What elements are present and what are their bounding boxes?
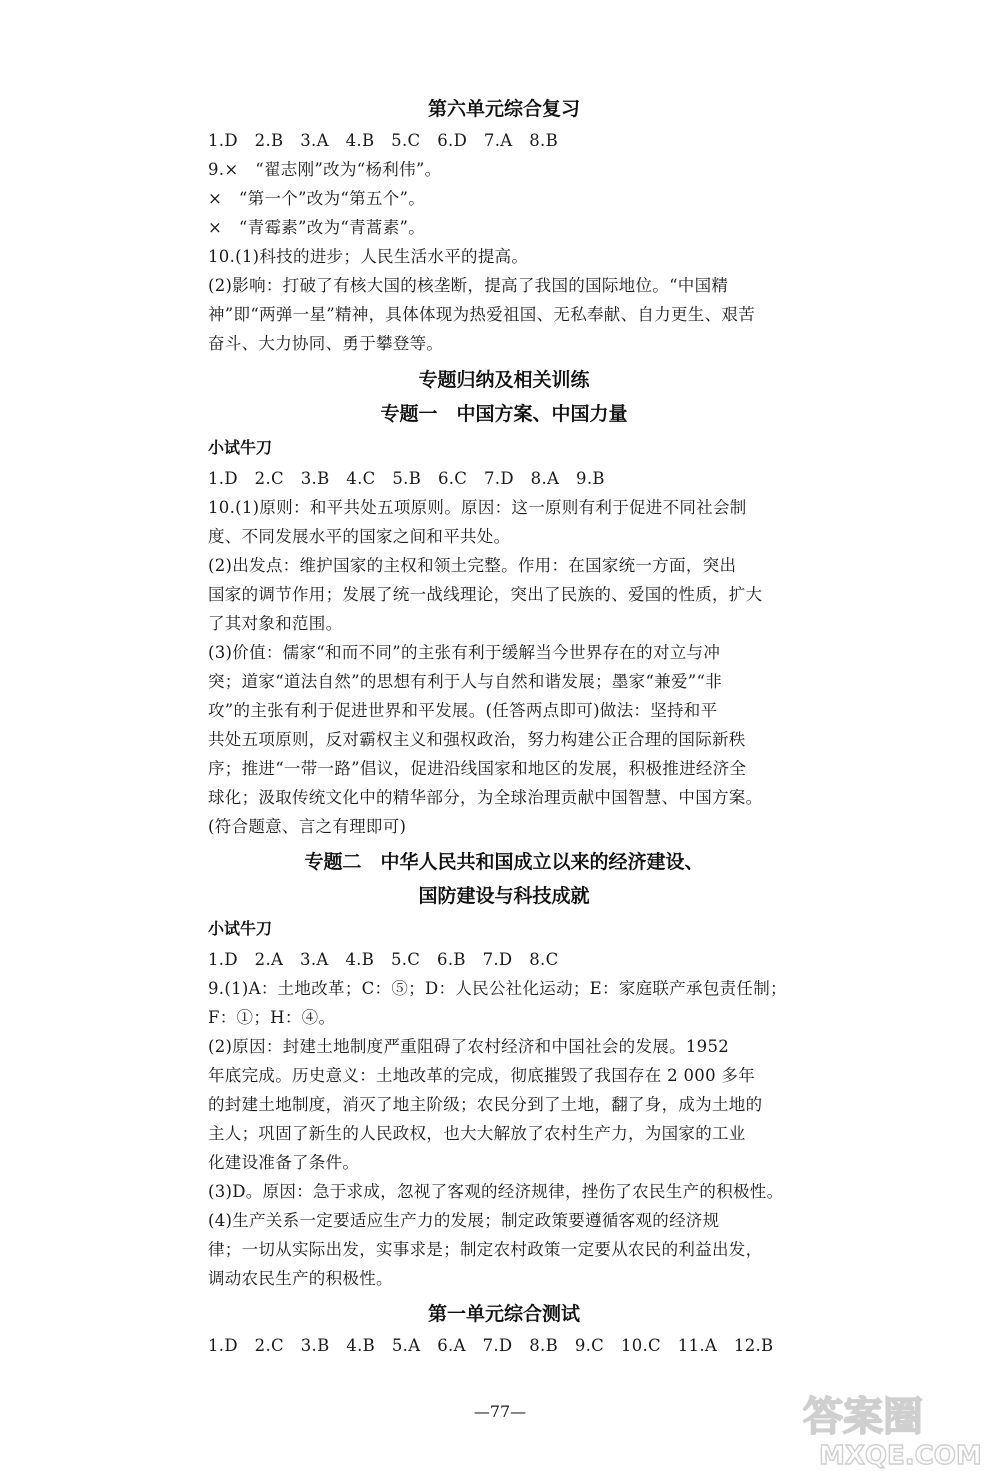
text-line: (3)价值：儒家“和而不同”的主张有利于缓解当今世界存在的对立与冲	[208, 643, 721, 662]
watermark-logo	[775, 1378, 1000, 1471]
text-line: (2)原因：封建土地制度严重阻碍了农村经济和中国社会的发展。1952	[208, 1037, 730, 1056]
text-line: 国家的调节作用；发展了统一战线理论，突出了民族的、爱国的性质，扩大	[208, 585, 763, 604]
topics-section-title: 专题归纳及相关训练	[418, 369, 590, 391]
text-line: (3)D。原因：急于求成，忽视了客观的经济规律，挫伤了农民生产的积极性。	[208, 1182, 784, 1201]
topic2-title-line1: 专题二 中华人民共和国成立以来的经济建设、	[304, 851, 704, 873]
topic2-answer-lines	[208, 974, 800, 1293]
text-line: 10.(1)科技的进步；人民生活水平的提高。	[208, 247, 529, 266]
svg-text:MXQE.COM: MXQE.COM	[819, 1441, 982, 1471]
text-line: 10.(1)原则：和平共处五项原则。原因：这一原则有利于促进不同社会制	[208, 498, 747, 517]
text-line: 神”即“两弹一星”精神，具体体现为热爱祖国、无私奉献、自力更生、艰苦	[208, 305, 756, 324]
text-line: 的封建土地制度，消灭了地主阶级；农民分到了土地，翻了身，成为土地的	[208, 1095, 763, 1114]
text-line: 突；道家“道法自然”的思想有利于人与自然和谐发展；墨家“兼爱”“非	[208, 672, 723, 691]
unit6-review-title: 第六单元综合复习	[427, 98, 580, 120]
text-line: 化建设准备了条件。	[208, 1153, 360, 1172]
unit6-answer-lines	[208, 155, 800, 358]
text-line: 度、不同发展水平的国家之间和平共处。	[208, 527, 511, 546]
text-line: 年底完成。历史意义：土地改革的完成，彻底摧毁了我国存在 2 000 多年	[208, 1066, 756, 1085]
topic1-subhead: 小试牛刀	[208, 438, 273, 457]
text-line: 律；一切从实际出发，实事求是；制定农村政策一定要从农民的利益出发，	[208, 1240, 763, 1259]
text-line: 奋斗、大力协同、勇于攀登等。	[208, 334, 444, 353]
text-line: × “第一个”改为“第五个”。	[208, 189, 426, 208]
topic2-answer-row: 1.D 2.A 3.A 4.B 5.C 6.B 7.D 8.C	[208, 950, 559, 969]
text-line: × “青霉素”改为“青蒿素”。	[208, 218, 426, 237]
text-line: 了其对象和范围。	[208, 614, 343, 633]
svg-text:答案圈: 答案圈	[803, 1394, 923, 1440]
text-line: 主人；巩固了新生的人民政权，也大大解放了农村生产力，为国家的工业	[208, 1124, 746, 1143]
topic2-subhead: 小试牛刀	[208, 919, 273, 938]
topic2-title-line2: 国防建设与科技成就	[418, 885, 590, 907]
topic1-answer-lines	[208, 493, 800, 841]
text-line: 球化；汲取传统文化中的精华部分，为全球治理贡献中国智慧、中国方案。	[208, 788, 763, 807]
text-line: 9.(1)A：土地改革；C：⑤；D：人民公社化运动；E：家庭联产承包责任制；	[208, 979, 787, 998]
unit6-answer-row: 1.D 2.B 3.A 4.B 5.C 6.D 7.A 8.B	[208, 131, 559, 150]
text-line: (4)生产关系一定要适应生产力的发展；制定政策要遵循客观的经济规	[208, 1211, 720, 1230]
topic1-answer-row: 1.D 2.C 3.B 4.C 5.B 6.C 7.D 8.A 9.B	[208, 469, 605, 488]
text-line: 共处五项原则，反对霸权主义和强权政治，努力构建公正合理的国际新秩	[208, 730, 746, 749]
topic1-title: 专题一 中国方案、中国力量	[380, 403, 628, 425]
text-line: 攻”的主张有利于促进世界和平发展。(任答两点即可)做法：坚持和平	[208, 701, 718, 720]
text-line: (2)影响：打破了有核大国的核垄断，提高了我国的国际地位。“中国精	[208, 276, 729, 295]
text-line: 序；推进“一带一路”倡议，促进沿线国家和地区的发展，积极推进经济全	[208, 759, 747, 778]
page-content	[208, 92, 800, 1360]
text-line: 9.× “翟志刚”改为“杨利伟”。	[208, 160, 442, 179]
text-line: 调动农民生产的积极性。	[208, 1269, 393, 1288]
text-line: (2)出发点：维护国家的主权和领土完整。作用：在国家统一方面，突出	[208, 556, 737, 575]
unit1-test-title: 第一单元综合测试	[427, 1303, 580, 1325]
unit1-answer-row: 1.D 2.C 3.B 4.B 5.A 6.A 7.D 8.B 9.C 10.C 11.A 12.B	[208, 1336, 774, 1355]
text-line: (符合题意、言之有理即可)	[208, 817, 407, 836]
page-number: —77—	[473, 1402, 527, 1421]
text-line: F：①；H：④。	[208, 1008, 336, 1027]
